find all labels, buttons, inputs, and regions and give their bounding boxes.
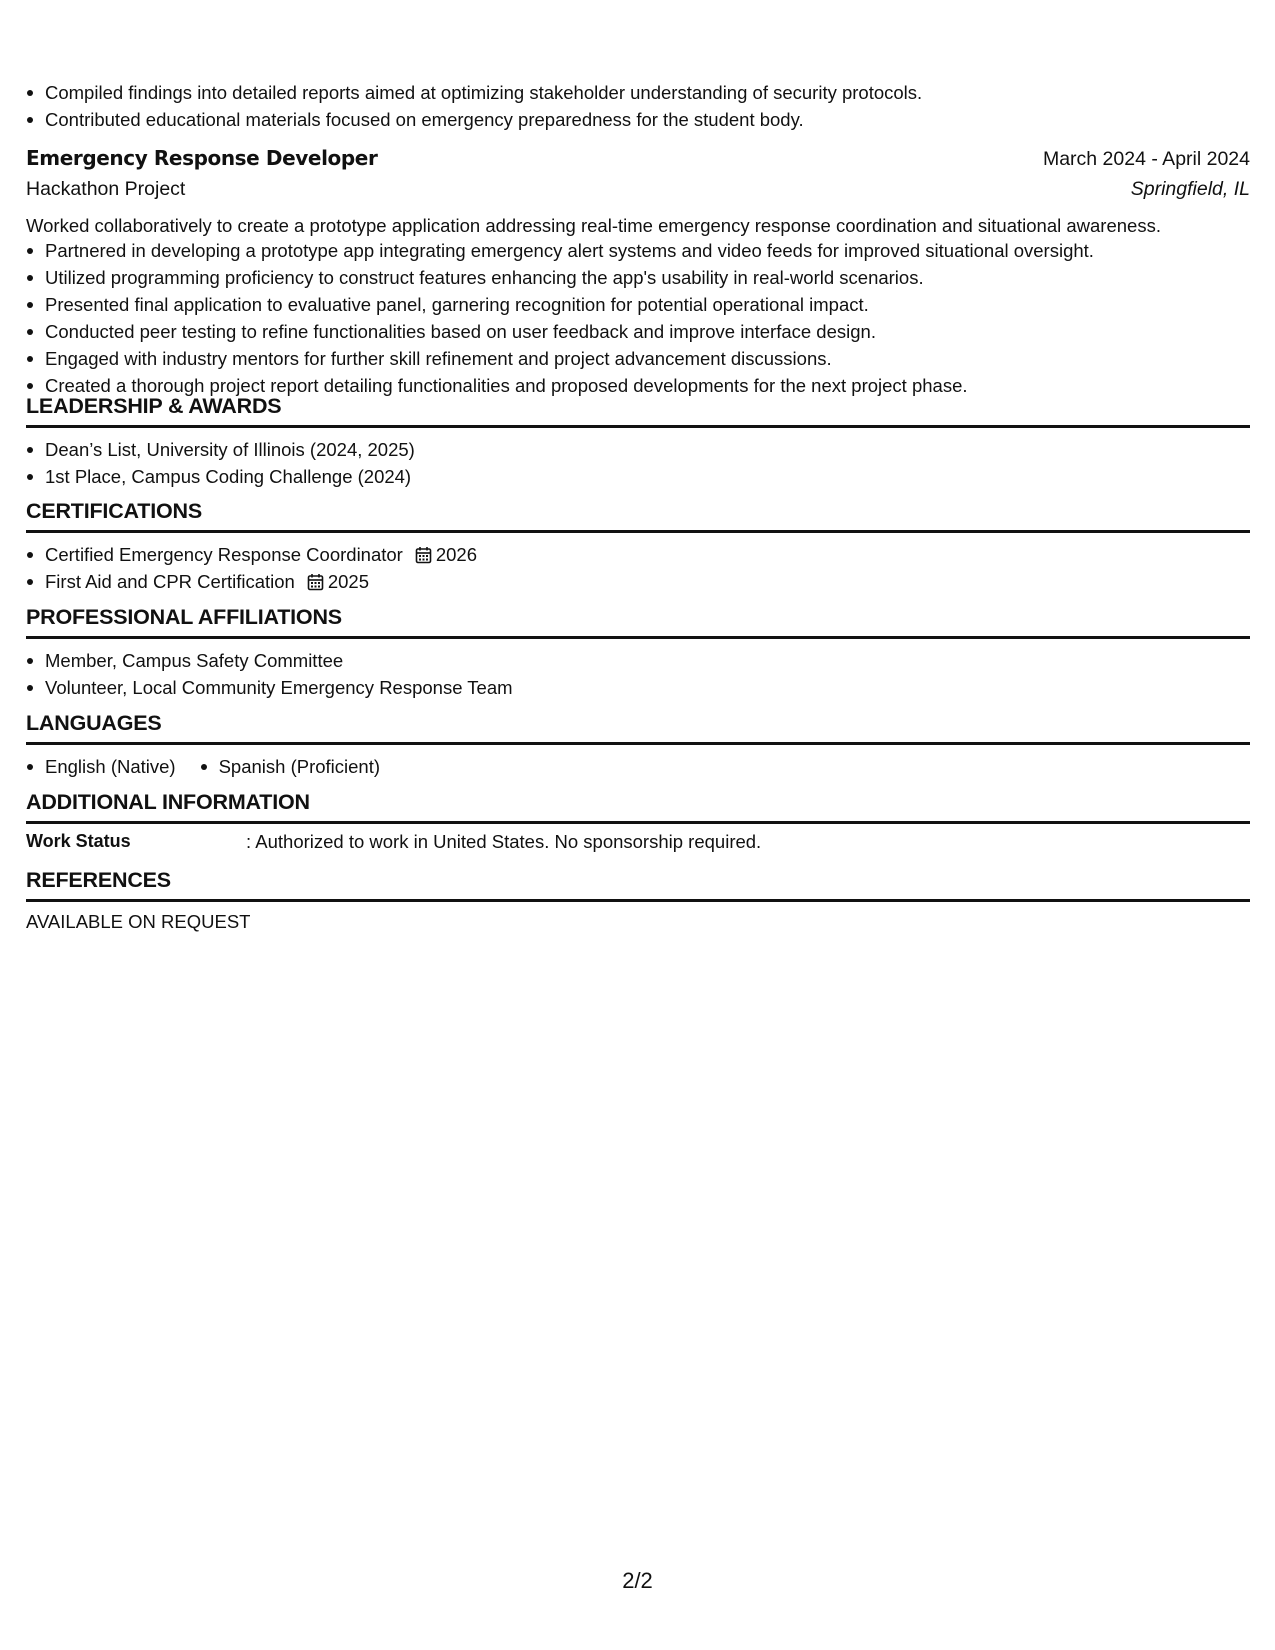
list-item: Presented final application to evaluative panel, garnering recognition for potential operational impact. [26,291,1094,318]
leadership-list [26,436,1250,490]
list-item: English (Native) [26,753,176,780]
section-heading: PROFESSIONAL AFFILIATIONS [26,603,1250,639]
list-item: Member, Campus Safety Committee [26,647,1250,674]
certifications-section [26,497,1250,595]
job-location: Springfield, IL [1130,178,1250,200]
certification-name: Certified Emergency Response Coordinator [45,544,403,565]
list-item: Conducted peer testing to refine functionalities based on user feedback and improve interface design. [26,318,1094,345]
list-item [26,541,1250,568]
list-item: Partnered in developing a prototype app integrating emergency alert systems and video feeds for improved situational oversight. [26,237,1094,264]
job-title: Emergency Response Developer [26,146,378,170]
section-heading: ADDITIONAL INFORMATION [26,788,1250,824]
list-item: Dean’s List, University of Illinois (2024, 2025) [26,436,1250,463]
references-section [26,866,1250,935]
list-item: 1st Place, Campus Coding Challenge (2024) [26,463,1250,490]
section-heading: CERTIFICATIONS [26,497,1250,533]
calendar-icon [415,546,432,564]
certifications-list [26,541,1250,595]
job-bullets [26,237,1094,399]
leadership-section [26,392,1250,490]
list-item: Compiled findings into detailed reports aimed at optimizing stakeholder understanding of security protocols. [26,79,922,106]
list-item: Volunteer, Local Community Emergency Response Team [26,674,1250,701]
job-dates: March 2024 - April 2024 [1042,148,1250,170]
section-heading: LANGUAGES [26,709,1250,745]
languages-list [26,753,1250,780]
section-heading: LEADERSHIP & AWARDS [26,392,1250,428]
list-item: Created a thorough project report detailing functionalities and proposed developments for the next project phase. [26,372,1094,399]
references-text: AVAILABLE ON REQUEST [26,911,251,932]
job-organization: Hackathon Project [26,178,186,200]
additional-info-section [26,788,1250,855]
resume-page [26,0,1250,1650]
section-heading: REFERENCES [26,866,1250,902]
list-item: Engaged with industry mentors for further skill refinement and project advancement discussions. [26,345,1094,372]
certification-year: 2025 [327,571,369,592]
work-status-value: : Authorized to work in United States. No sponsorship required. [246,831,762,852]
calendar-icon [307,573,324,591]
list-item: Spanish (Proficient) [200,753,380,780]
page-number: 2/2 [622,1568,653,1593]
job-header [26,146,1250,171]
languages-section [26,709,1250,780]
list-item: Contributed educational materials focused on emergency preparedness for the student body. [26,106,922,133]
job-description: Worked collaboratively to create a prototype application addressing real-time emergency response coordination and situational awareness. [26,215,1161,236]
list-item: Utilized programming proficiency to construct features enhancing the app's usability in real-world scenarios. [26,264,1094,291]
affiliations-list [26,647,1250,701]
list-item [26,568,1250,595]
work-status-row [26,828,1250,855]
previous-job-bullets [26,79,922,133]
certification-name: First Aid and CPR Certification [45,571,295,592]
work-status-label: Work Status [26,831,131,851]
job-subheader [26,178,1250,201]
certification-year: 2026 [435,544,477,565]
affiliations-section [26,603,1250,701]
